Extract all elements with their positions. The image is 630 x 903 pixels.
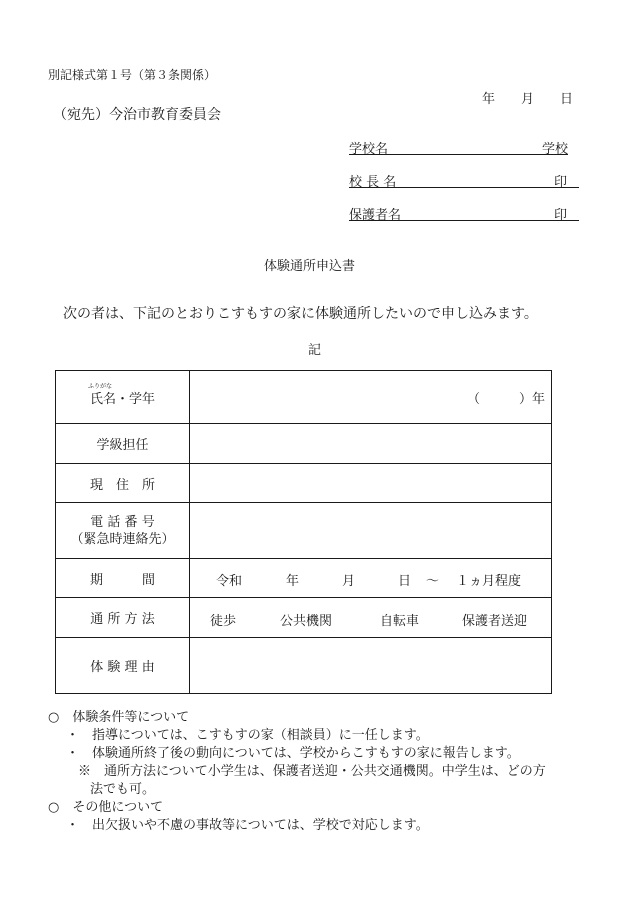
address-field[interactable]: [190, 464, 552, 503]
reason-field[interactable]: [190, 638, 552, 694]
notes-remark: ※ 通所方法について小学生は、保護者送迎・公共交通機関。中学生は、どの方: [78, 764, 546, 779]
form-number: 別記様式第１号（第３条関係）: [48, 68, 217, 82]
notes-item: ・ 指導については、こすもすの家（相談員）に一任します。: [66, 728, 429, 743]
notes-heading-conditions: ○ 体験条件等について: [48, 710, 190, 725]
row-period: [56, 559, 552, 598]
notes-item: ・ 体験通所終了後の動向については、学校からこすもすの家に報告します。: [66, 746, 520, 761]
principal-label: 校 長 名: [349, 175, 397, 190]
period-day: 日: [398, 574, 412, 589]
method-option-public-transit[interactable]: 公共機関: [280, 614, 333, 629]
period-field[interactable]: [190, 559, 552, 598]
name-grade-field[interactable]: [190, 371, 552, 424]
period-tilde: ～: [426, 574, 440, 589]
period-label: 期 間: [56, 559, 190, 598]
method-option-bicycle[interactable]: 自転車: [380, 614, 420, 629]
notes-item: ・ 出欠扱いや不慮の事故等については、学校で対応します。: [66, 818, 429, 833]
guardian-seal: 印: [553, 208, 567, 223]
ki-mark: 記: [308, 343, 322, 358]
guardian-label: 保護者名: [349, 208, 402, 223]
notes-remark-cont: 法でも可。: [90, 782, 156, 797]
school-label: 学校名: [349, 142, 389, 157]
furigana-label: ふりがな: [87, 382, 112, 390]
school-suffix: 学校: [541, 142, 568, 157]
notes-section: [48, 709, 588, 835]
row-method: [56, 598, 552, 638]
recipient: （宛先）今治市教育委員会: [53, 107, 221, 123]
phone-label: 電 話 番 号: [90, 514, 155, 530]
application-table: [55, 370, 552, 694]
phone-field[interactable]: [190, 503, 552, 559]
date-line: 年 月 日: [482, 92, 574, 107]
method-field[interactable]: [190, 598, 552, 638]
row-homeroom: [56, 424, 552, 464]
grade-value: （ ）年: [466, 391, 545, 407]
address-label: 現 住 所: [56, 464, 190, 503]
method-label: 通 所 方 法: [56, 598, 190, 638]
phone-label-cell: [56, 503, 190, 559]
row-phone: [56, 503, 552, 559]
row-reason: [56, 638, 552, 694]
period-era: 令和: [216, 574, 243, 589]
name-grade-label: 氏名・学年: [89, 391, 155, 407]
row-address: [56, 464, 552, 503]
notes-heading-other: ○ その他について: [48, 800, 164, 815]
name-label-cell: [56, 371, 190, 424]
homeroom-label: 学級担任: [56, 424, 190, 464]
homeroom-field[interactable]: [190, 424, 552, 464]
period-month: 月: [342, 574, 356, 589]
method-option-walk[interactable]: 徒歩: [210, 614, 237, 629]
principal-name-line[interactable]: [349, 171, 579, 188]
intro-text: 次の者は、下記のとおりこすもすの家に体験通所したいので申し込みます。: [63, 306, 538, 322]
document-title: 体験通所申込書: [264, 259, 356, 274]
phone-sublabel: （緊急時連絡先）: [70, 531, 175, 547]
guardian-name-line[interactable]: [349, 204, 579, 221]
principal-seal: 印: [553, 175, 567, 190]
period-duration: １ヵ月程度: [456, 574, 522, 589]
method-option-guardian[interactable]: 保護者送迎: [462, 614, 528, 629]
reason-label: 体 験 理 由: [56, 638, 190, 694]
row-name: [56, 371, 552, 424]
period-year: 年: [286, 574, 300, 589]
school-name-line[interactable]: [349, 138, 568, 155]
